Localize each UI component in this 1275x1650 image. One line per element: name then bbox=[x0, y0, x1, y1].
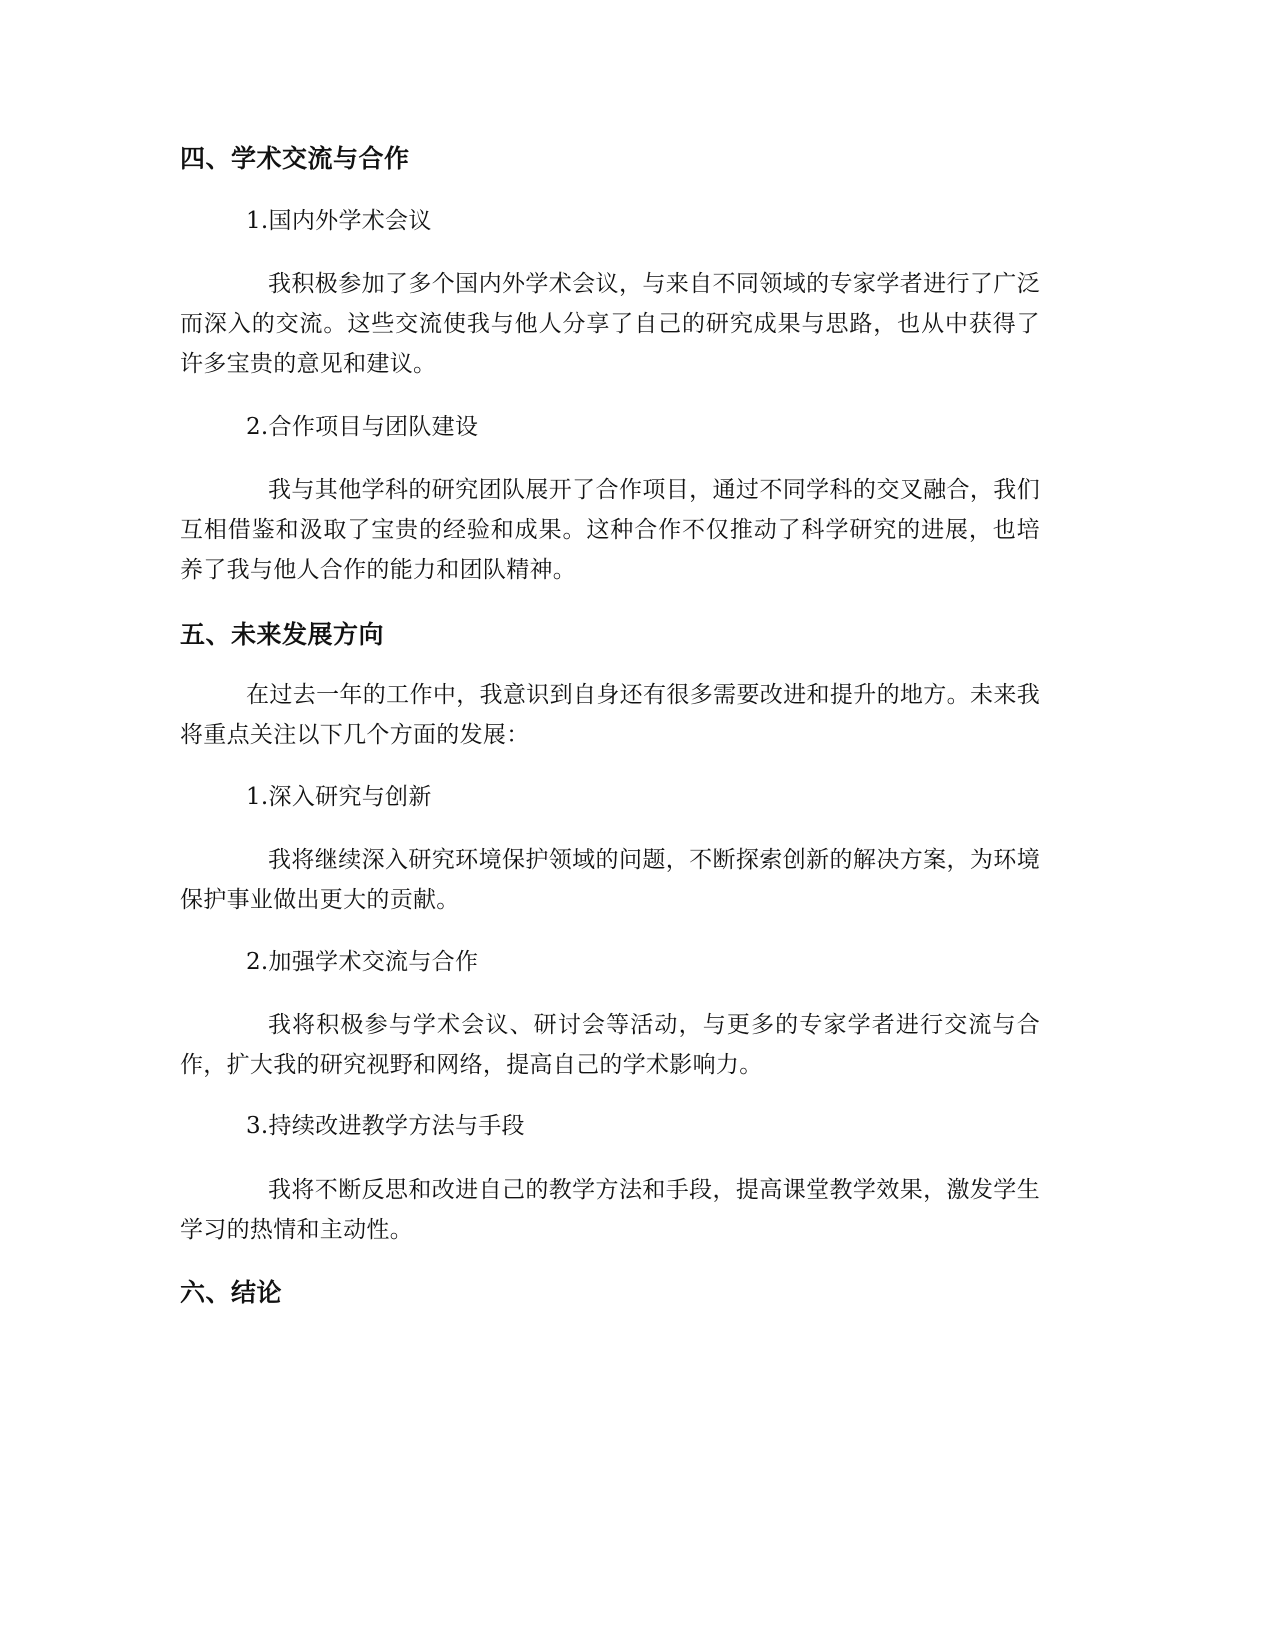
document-page bbox=[180, 0, 1040, 1650]
subheading-cooperation-projects: 2.合作项目与团队建设 bbox=[246, 414, 479, 440]
section-heading-future-direction: 五、未来发展方向 bbox=[180, 620, 385, 649]
paragraph-conferences: 我积极参加了多个国内外学术会议，与来自不同领域的专家学者进行了广泛而深入的交流。这些交流使我与他人分享了自己的研究成果与思路，也从中获得了许多宝贵的意见和建议。 bbox=[180, 271, 1040, 377]
paragraph-research-innovation: 我将继续深入研究环境保护领域的问题，不断探索创新的解决方案，为环境保护事业做出更大的贡献。 bbox=[180, 847, 1040, 913]
subheading-research-innovation: 1.深入研究与创新 bbox=[246, 784, 432, 810]
paragraph-teaching-methods: 我将不断反思和改进自己的教学方法和手段，提高课堂教学效果，激发学生学习的热情和主动性。 bbox=[180, 1177, 1040, 1243]
subheading-teaching-methods: 3.持续改进教学方法与手段 bbox=[246, 1113, 525, 1139]
subheading-strengthen-exchange: 2.加强学术交流与合作 bbox=[246, 949, 479, 975]
section-heading-conclusion: 六、结论 bbox=[180, 1278, 283, 1307]
section-heading-academic-exchange: 四、学术交流与合作 bbox=[180, 144, 410, 173]
paragraph-strengthen-exchange: 我将积极参与学术会议、研讨会等活动，与更多的专家学者进行交流与合作，扩大我的研究视野和网络，提高自己的学术影响力。 bbox=[180, 1012, 1040, 1078]
paragraph-future-intro: 在过去一年的工作中，我意识到自身还有很多需要改进和提升的地方。未来我将重点关注以下几个方面的发展： bbox=[180, 682, 1040, 748]
paragraph-cooperation-projects: 我与其他学科的研究团队展开了合作项目，通过不同学科的交叉融合，我们互相借鉴和汲取了宝贵的经验和成果。这种合作不仅推动了科学研究的进展，也培养了我与他人合作的能力和团队精神。 bbox=[180, 477, 1040, 583]
subheading-conferences: 1.国内外学术会议 bbox=[246, 208, 432, 234]
